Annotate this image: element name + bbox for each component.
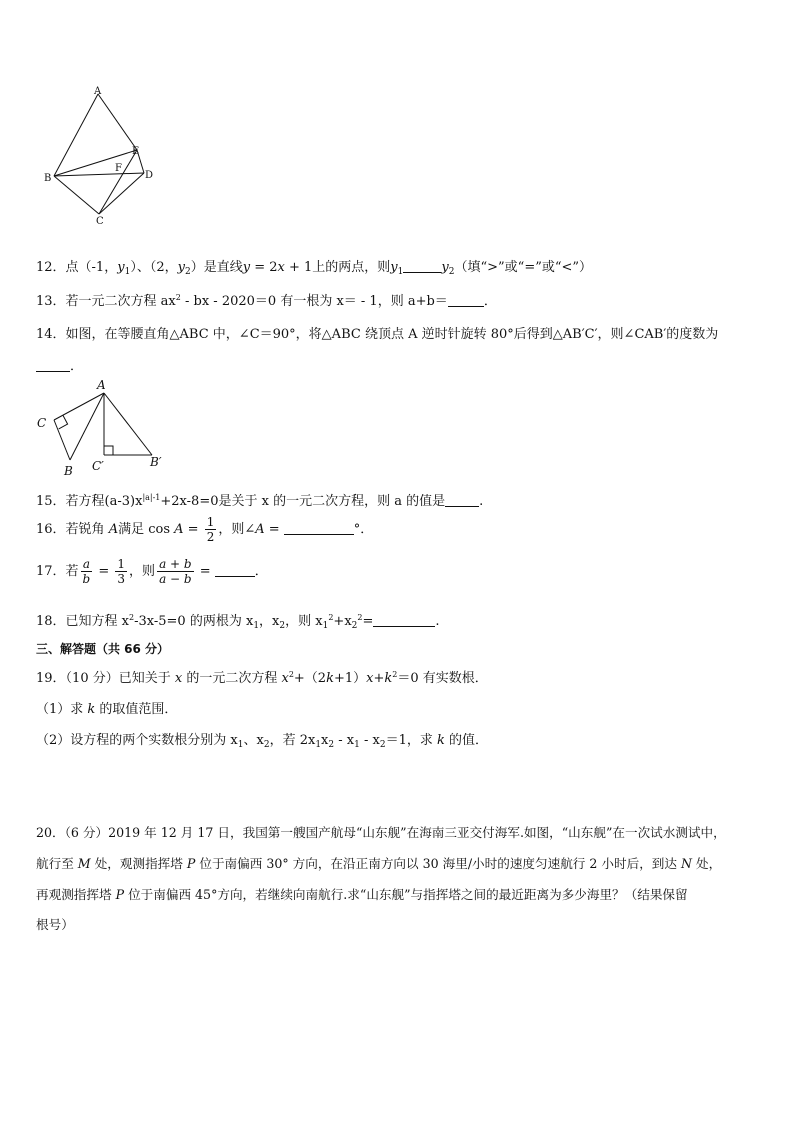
geometry-figure-abcd	[40, 84, 170, 229]
answer-blank[interactable]	[448, 294, 484, 307]
question-14-blank-line: ．	[36, 355, 83, 374]
answer-blank[interactable]	[445, 494, 479, 507]
answer-blank[interactable]	[215, 564, 255, 577]
question-15: 15．若方程$(a-3)x^{|a|-1}+2x-8=0$是关于 x 的一元二次方程，则 a 的值是 .	[36, 493, 484, 509]
answer-blank[interactable]	[36, 359, 70, 372]
fraction-a-over-b: $\frac{a}{b}$	[82, 557, 91, 586]
question-17: 17．若 $\frac{a}{b}$ = $\frac{1}{3}$ ，则 $\frac{a + b}{a - b}$ = ．	[36, 557, 268, 586]
label-c: C	[96, 216, 104, 227]
section-heading: 三、解答题（共 66 分）	[36, 642, 170, 656]
geometry-figure-rotation	[34, 376, 174, 482]
question-20-line-4: 根号）	[36, 917, 74, 932]
question-14: 14．如图，在等腰直角△ABC 中，∠C＝90°，将△ABC 绕顶点 A 逆时针旋转 80°后得到△AB′C′，则∠CAB′的度数为	[36, 327, 719, 342]
answer-blank[interactable]	[284, 522, 354, 535]
question-20-line-1: 20．（6 分）2019 年 12 月 17 日，我国第一艘国产航母“山东舰”在海南三亚交付海军.如图，“山东舰”在一次试水测试中，	[36, 825, 726, 840]
label-f: F	[115, 163, 122, 174]
label-a: A	[94, 86, 102, 97]
fraction-one-third: $\frac{1}{3}$	[117, 557, 126, 586]
label-a: A	[97, 378, 106, 392]
answer-blank[interactable]	[373, 614, 435, 627]
fraction-one-half: $\frac{1}{2}$	[206, 515, 215, 544]
label-c-prime: C′	[92, 459, 104, 473]
question-20-line-2: 航行至 M 处，观测指挥塔 P 位于南偏西 30° 方向，在沿正南方向以 30 海里/小时的速度匀速航行 2 小时后，到达 N 处，	[36, 856, 722, 871]
fraction-sum-over-difference: $\frac{a + b}{a - b}$	[159, 557, 192, 586]
label-d: D	[145, 170, 154, 181]
question-16: 16．若锐角 A满足 cos A = $\frac{1}{2}$ ，则∠A = °．	[36, 515, 374, 544]
label-e: E	[132, 146, 140, 157]
question-13: 13．若一元二次方程 $ax^2$ - bx - 2020＝0 有一根为 x＝ - 1，则 a+b＝ ．	[36, 293, 497, 309]
question-19-part-2: （2）设方程的两个实数根分别为 $x_1$、$x_2$，若 $2x_1x_2 - x_1 - x_2=1$，求 k 的值．	[36, 733, 489, 750]
label-b: B	[64, 464, 73, 478]
label-b: B	[44, 173, 52, 184]
question-12: 12．点（-1，$y_1$）、（2，$y_2$）是直线y = 2x + 1上的两点，则$y_1$ $y_2$（填“>”或“=”或“<”）	[36, 260, 593, 277]
label-c: C	[37, 416, 47, 430]
answer-blank[interactable]	[403, 260, 441, 273]
question-20-line-3: 再观测指挥塔 P 位于南偏西 45°方向，若继续向南航行.求“山东舰”与指挥塔之间的最近距离为多少海里？（结果保留	[36, 887, 688, 902]
question-19: 19．（10 分）已知关于 x 的一元二次方程 $x^2+(2k+1)x+k^2=0$ 有实数根．	[36, 670, 488, 686]
question-18: 18．已知方程 $x^2-3x-5=0$ 的两根为 $x_1$，$x_2$，则 $x_1^2+x_2^2=$ .	[36, 613, 440, 631]
question-19-part-1: （1）求 k 的取值范围．	[36, 702, 178, 717]
label-b-prime: B′	[150, 455, 162, 469]
